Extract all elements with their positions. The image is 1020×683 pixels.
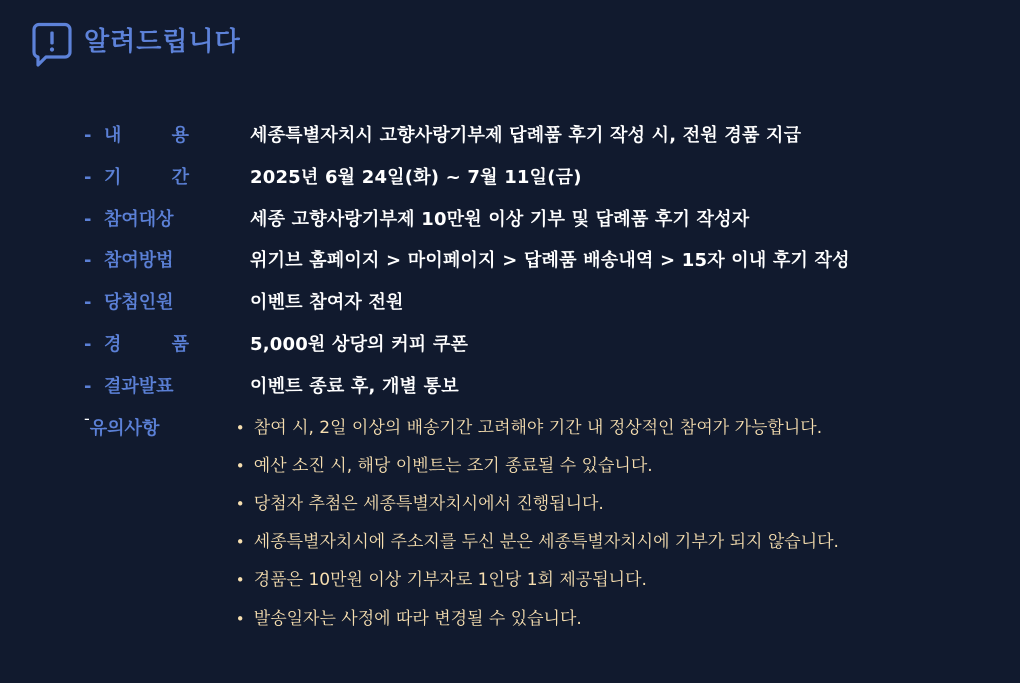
info-row-prize <box>84 325 1004 367</box>
info-row-announcement <box>84 367 1004 409</box>
bullet-marker: • <box>235 609 245 628</box>
note-text: 참여 시, 2일 이상의 배송기간 고려해야 기간 내 정상적인 참여가 가능합니다. <box>253 417 823 438</box>
info-row-target <box>84 200 1004 242</box>
dash-marker: - <box>84 408 90 428</box>
note-text: 경품은 10만원 이상 기부자로 1인당 1회 제공됩니다. <box>253 570 647 591</box>
info-row-method <box>84 241 1004 283</box>
info-row-content <box>84 116 1004 158</box>
value-target: 세종 고향사랑기부제 10만원 이상 기부 및 답례품 후기 작성자 <box>250 208 750 230</box>
bullet-marker: • <box>235 456 245 475</box>
value-method: 위기브 홈페이지 > 마이페이지 > 답례품 배송내역 > 15자 이내 후기 작성 <box>250 250 850 272</box>
info-row-notes <box>84 409 1004 638</box>
dash-marker: - <box>84 208 92 230</box>
label-char: 품 <box>171 333 189 355</box>
label-period <box>104 158 189 198</box>
label-char: 간 <box>171 166 189 188</box>
label-notes: 유의사항 <box>89 417 160 439</box>
label-announcement: 결과발표 <box>104 375 174 397</box>
notice-header <box>32 22 241 68</box>
note-text: 세종특별자치시에 주소지를 두신 분은 세종특별자치시에 기부가 되지 않습니다. <box>253 532 839 553</box>
value-winners: 이벤트 참여자 전원 <box>250 292 404 314</box>
label-char: 내 <box>104 125 122 146</box>
label-content <box>104 116 189 156</box>
label-method: 참여방법 <box>104 250 174 272</box>
value-content: 세종특별자치시 고향사랑기부제 답례품 후기 작성 시, 전원 경품 지급 <box>250 125 802 146</box>
notes-list <box>236 409 839 638</box>
dash-marker: - <box>84 125 92 146</box>
label-char: 용 <box>171 125 189 146</box>
value-announcement: 이벤트 종료 후, 개별 통보 <box>250 375 459 397</box>
note-text: 예산 소진 시, 해당 이벤트는 조기 종료될 수 있습니다. <box>253 455 653 476</box>
list-item <box>236 600 839 638</box>
bullet-marker: • <box>235 533 245 552</box>
exclamation-speech-icon <box>32 22 72 68</box>
note-text: 당첨자 추첨은 세종특별자치시에서 진행됩니다. <box>253 494 604 515</box>
label-winners: 당첨인원 <box>104 292 174 314</box>
list-item <box>236 523 839 561</box>
label-target: 참여대상 <box>104 208 174 230</box>
dash-marker: - <box>84 333 92 355</box>
list-item <box>236 561 839 599</box>
bullet-marker: • <box>235 418 245 437</box>
label-char: 경 <box>104 333 122 355</box>
event-info-list <box>84 116 1004 638</box>
dash-marker: - <box>84 292 92 314</box>
info-row-winners <box>84 283 1004 325</box>
list-item <box>236 485 839 523</box>
bullet-marker: • <box>235 495 245 514</box>
dash-marker: - <box>84 375 92 397</box>
info-row-period <box>84 158 1004 200</box>
page-title: 알려드립니다 <box>84 27 241 57</box>
value-period: 2025년 6월 24일(화) ~ 7월 11일(금) <box>250 166 582 188</box>
label-prize <box>104 325 189 365</box>
value-prize: 5,000원 상당의 커피 쿠폰 <box>250 333 469 355</box>
bullet-marker: • <box>235 571 245 590</box>
list-item <box>236 409 839 447</box>
note-text: 발송일자는 사정에 따라 변경될 수 있습니다. <box>253 608 582 629</box>
dash-marker: - <box>84 250 92 272</box>
list-item <box>236 447 839 485</box>
label-char: 기 <box>104 166 122 188</box>
dash-marker: - <box>84 166 92 188</box>
